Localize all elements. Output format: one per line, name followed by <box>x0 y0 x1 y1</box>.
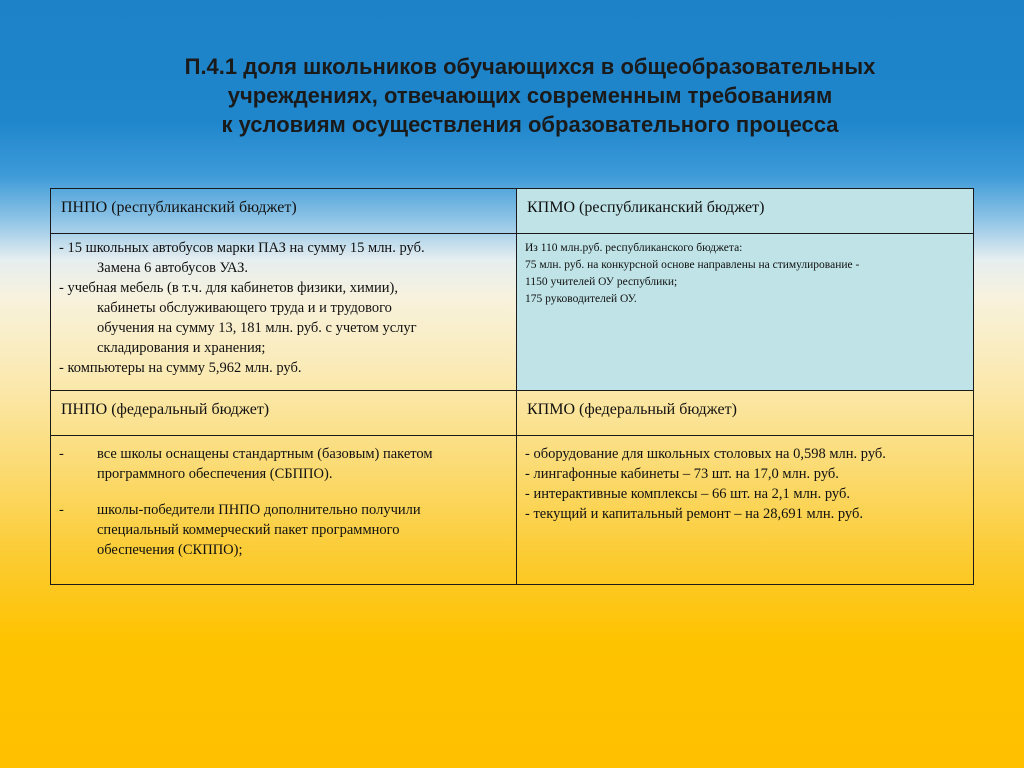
table-row-federal-content <box>51 436 974 585</box>
title-line-3: к условиям осуществления образовательного процесса <box>221 112 839 137</box>
bullet-dash: - <box>59 502 64 518</box>
table-row-republican-content <box>51 234 974 391</box>
list-item: - учебная мебель (в т.ч. для кабинетов физики, химии), <box>59 280 398 296</box>
list-item: Замена 6 автобусов УАЗ. <box>97 260 249 276</box>
list-item: 175 руководителей ОУ. <box>525 293 637 305</box>
list-item: - школы-победители ПНПО дополнительно получили <box>59 502 421 518</box>
cell-pnpo-federal-header: ПНПО (федеральный бюджет) <box>51 391 517 436</box>
table-row-federal-header <box>51 391 974 436</box>
cell-pnpo-republican-header: ПНПО (республиканский бюджет) <box>51 189 517 234</box>
slide-title <box>90 52 970 139</box>
title-line-1: П.4.1 доля школьников обучающихся в общеобразовательных <box>184 54 876 79</box>
cell-pnpo-republican-content <box>51 234 517 391</box>
list-item: 1150 учителей ОУ республики; <box>525 276 678 288</box>
list-item: обучения на сумму 13, 181 млн. руб. с учетом услуг <box>97 320 417 336</box>
title-line-2: учреждениях, отвечающих современным требованиям <box>227 83 833 108</box>
list-item: - оборудование для школьных столовых на 0,598 млн. руб. <box>525 446 886 462</box>
list-item: 75 млн. руб. на конкурсной основе направлены на стимулирование - <box>525 259 860 271</box>
list-item: - 15 школьных автобусов марки ПАЗ на сумму 15 млн. руб. <box>59 240 425 256</box>
list-item-continuation: специальный коммерческий пакет программного <box>97 522 400 538</box>
list-item: - компьютеры на сумму 5,962 млн. руб. <box>59 360 302 376</box>
list-item: складирования и хранения; <box>97 340 266 356</box>
cell-kpmo-federal-header: КПМО (федеральный бюджет) <box>517 391 974 436</box>
list-item-continuation: программного обеспечения (СБППО). <box>97 466 333 482</box>
budget-table <box>50 188 974 585</box>
list-item: - лингафонные кабинеты – 73 шт. на 17,0 млн. руб. <box>525 466 839 482</box>
bullet-dash: - <box>59 446 64 462</box>
cell-kpmo-republican-content <box>517 234 974 391</box>
cell-pnpo-federal-content <box>51 436 517 585</box>
list-item: - все школы оснащены стандартным (базовым) пакетом <box>59 446 433 462</box>
cell-kpmo-federal-content <box>517 436 974 585</box>
list-item: - интерактивные комплексы – 66 шт. на 2,1 млн. руб. <box>525 486 850 502</box>
list-item: - текущий и капитальный ремонт – на 28,691 млн. руб. <box>525 506 863 522</box>
list-item: кабинеты обслуживающего труда и и трудового <box>97 300 392 316</box>
cell-kpmo-republican-header: КПМО (республиканский бюджет) <box>517 189 974 234</box>
list-item-continuation: обеспечения (СКППО); <box>97 542 243 558</box>
list-item: Из 110 млн.руб. республиканского бюджета: <box>525 242 743 254</box>
table-row-republican-header <box>51 189 974 234</box>
